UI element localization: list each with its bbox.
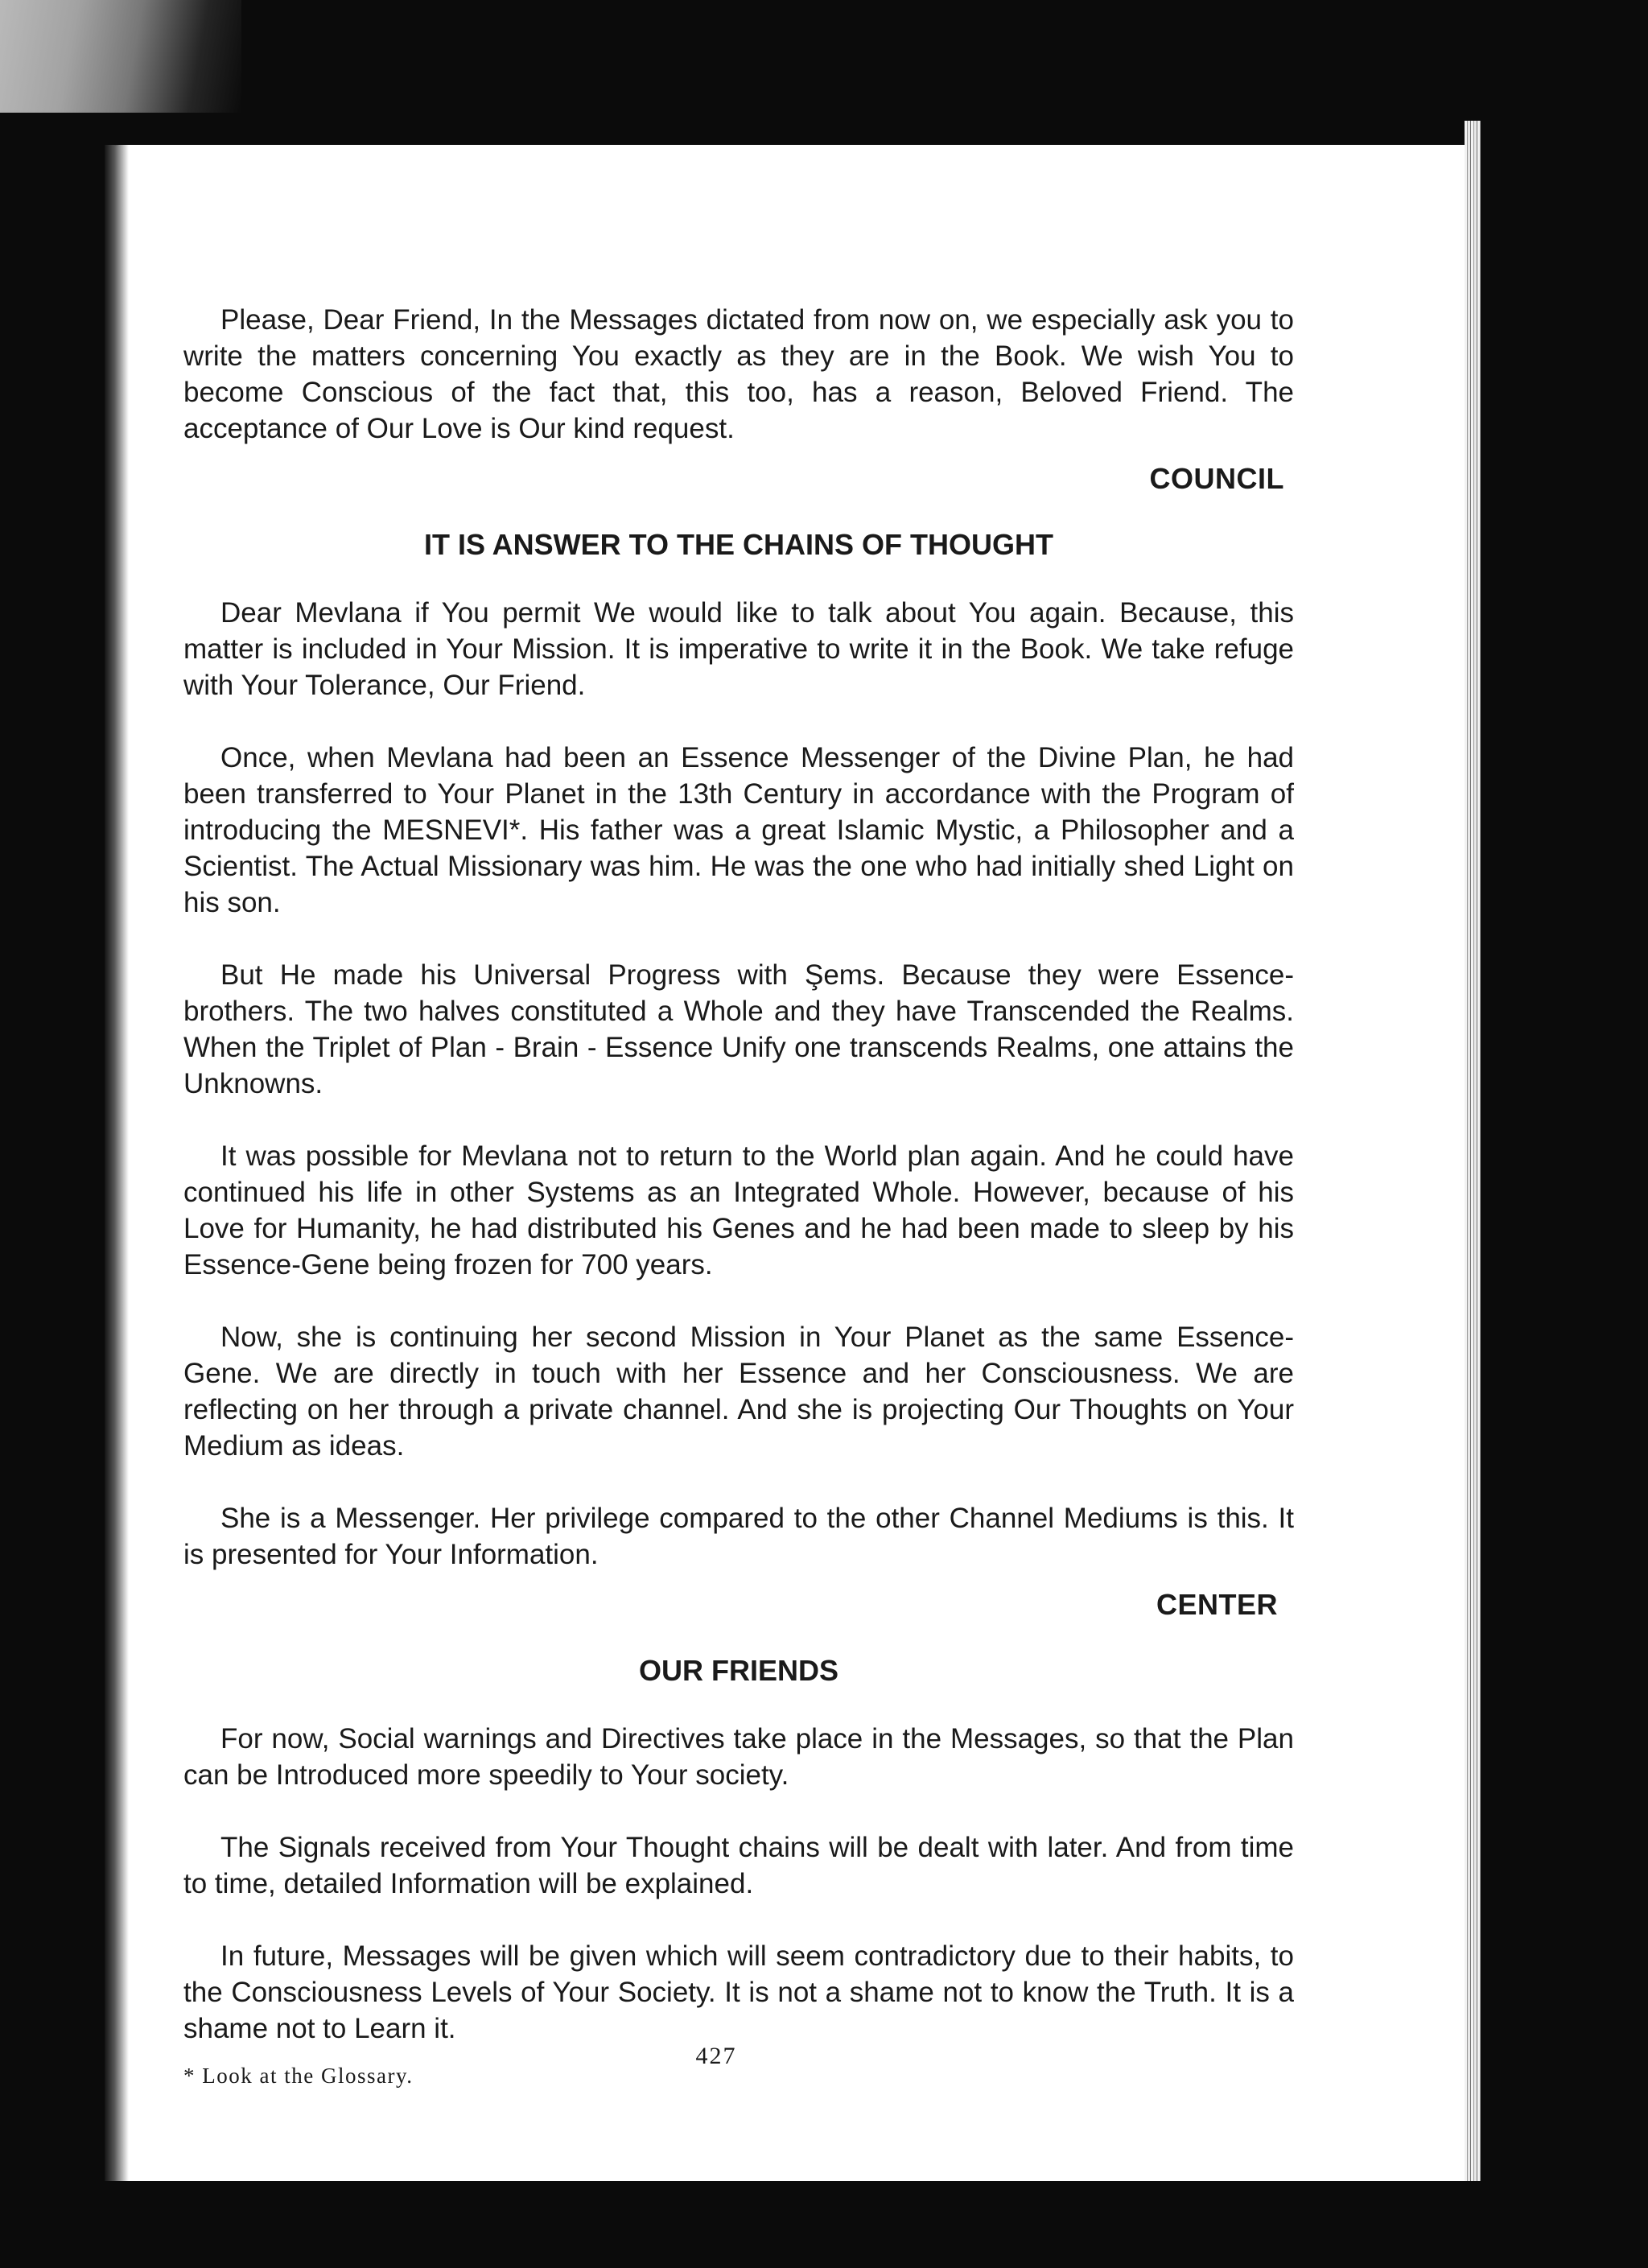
paragraph: Now, she is continuing her second Mission in Your Planet as the same Essence-Gene. We are directly in touch with her Essence and her Consciousness. We are reflecting on her through a private channel. And she is projecting Our Thoughts on Your Medium as ideas. xyxy=(183,1322,1294,1462)
binding-shadow xyxy=(105,145,129,2181)
signature-center: CENTER xyxy=(1156,1588,1278,1621)
paragraph: Dear Mevlana if You permit We would like to talk about You again. Because, this matter is included in Your Mission. It is imperative to write it in the Book. We take refuge with Your Tolerance, Our Friend. xyxy=(183,597,1294,701)
page-number: 427 xyxy=(695,2043,737,2069)
scanner-artifact xyxy=(0,0,241,113)
paragraph: Please, Dear Friend, In the Messages dictated from now on, we especially ask you to write the matters concerning You exactly as they are in the Book. We wish You to become Conscious of the fact that, this too, has a reason, Beloved Friend. The acceptance of Our Love is Our kind request. xyxy=(183,304,1294,444)
page-edge xyxy=(1465,121,1481,2181)
paragraph: It was possible for Mevlana not to return to the World plan again. And he could have continued his life in other Systems as an Integrated Whole. However, because of his Love for Humanity, he had distributed his Genes and he had been made to sleep by his Essence-Gene being frozen for 700 years. xyxy=(183,1140,1294,1280)
paragraph: For now, Social warnings and Directives take place in the Messages, so that the Plan can be Introduced more speedily to Your society. xyxy=(183,1723,1294,1791)
paragraph: In future, Messages will be given which will seem contradictory due to their habits, to the Consciousness Levels of Your Society. It is not a shame not to know the Truth. It is a shame not to Learn it. xyxy=(183,1940,1294,2044)
footnote: * Look at the Glossary. xyxy=(183,2064,414,2088)
paragraph: She is a Messenger. Her privilege compared to the other Channel Mediums is this. It is presented for Your Information. xyxy=(183,1503,1294,1570)
signature-council: COUNCIL xyxy=(1149,462,1284,495)
paragraph: Once, when Mevlana had been an Essence Messenger of the Divine Plan, he had been transferred to Your Planet in the 13th Century in accordance with the Program of introducing the MESNEVI*. His father was a great Islamic Mystic, a Philosopher and a Scientist. The Actual Missionary was him. He was the one who had initially shed Light on his son. xyxy=(183,742,1294,918)
section-heading: IT IS ANSWER TO THE CHAINS OF THOUGHT xyxy=(424,528,1053,561)
paragraph: But He made his Universal Progress with Şems. Because they were Essence- brothers. The two halves constituted a Whole and they have Transcended the Realms. When the Triplet of Plan - Brain - Essence Unify one transcends Realms, one attains the Unknowns. xyxy=(183,959,1294,1099)
paragraph: The Signals received from Your Thought chains will be dealt with later. And from time to time, detailed Information will be explained. xyxy=(183,1832,1294,1899)
page-body xyxy=(183,302,1294,2094)
section-heading: OUR FRIENDS xyxy=(638,1654,838,1687)
